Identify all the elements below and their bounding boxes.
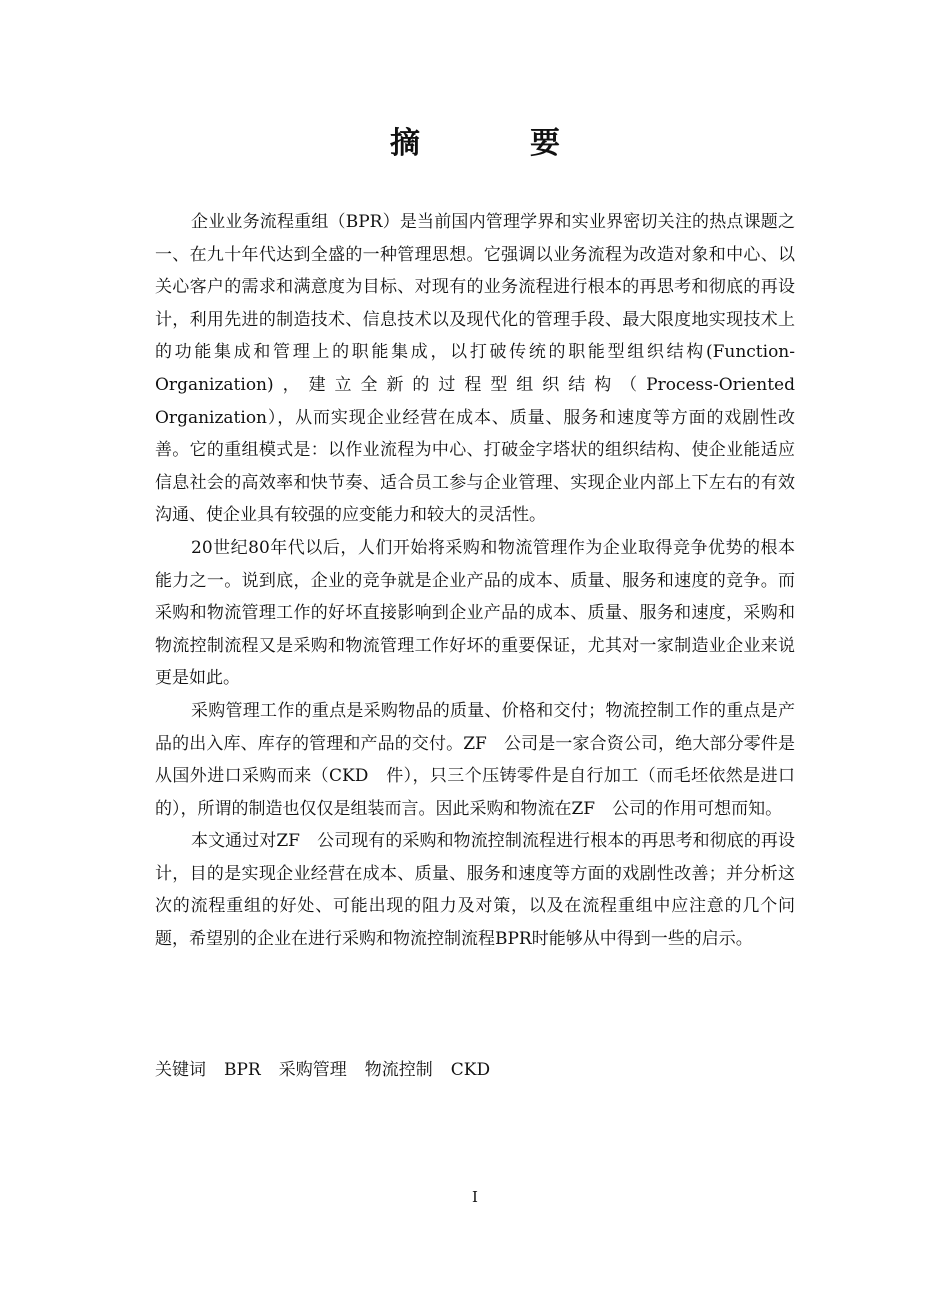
keyword-item: CKD: [450, 1060, 491, 1080]
keyword-item: 采购管理: [278, 1060, 347, 1080]
keyword-item: 物流控制: [364, 1060, 433, 1080]
page-title: 摘 要: [390, 126, 600, 161]
keywords-line: [155, 1056, 795, 1084]
abstract-paragraph-2: 20世纪80年代以后，人们开始将采购和物流管理作为企业取得竞争优势的根本能力之一。说到底，企业的竞争就是企业产品的成本、质量、服务和速度的竞争。而采购和物流管理工作的好坏直接影响到企业产品的成本、质量、服务和速度，采购和物流控制流程又是采购和物流管理工作好坏的重要保证，尤其对一家制造业企业来说更是如此。: [155, 537, 795, 689]
page-number: I: [472, 1188, 478, 1206]
abstract-paragraph-4: 本文通过对ZF 公司现有的采购和物流控制流程进行根本的再思考和彻底的再设计，目的是实现企业经营在成本、质量、服务和速度等方面的戏剧性改善；并分析这次的流程重组的好处、可能出现的阻力及对策，以及在流程重组中应注意的几个问题，希望别的企业在进行采购和物流控制流程BPR时能够从中得到一些的启示。: [155, 831, 795, 950]
abstract-paragraph-1: 企业业务流程重组（BPR）是当前国内管理学界和实业界密切关注的热点课题之一、在九十年代达到全盛的一种管理思想。它强调以业务流程为改造对象和中心、以关心客户的需求和满意度为目标、对现有的业务流程进行根本的再思考和彻底的再设计，利用先进的制造技术、信息技术以及现代化的管理手段、最大限度地实现技术上的功能集成和管理上的职能集成，以打破传统的职能型组织结构(Function-Organization)，建立全新的过程型组织结构（Process-Oriented Organization），从而实现企业经营在成本、质量、服务和速度等方面的戏剧性改善。它的重组模式是：以作业流程为中心、打破金字塔状的组织结构、使企业能适应信息社会的高效率和快节奏、适合员工参与企业管理、实现企业内部上下左右的有效沟通、使企业具有较强的应变能力和较大的灵活性。: [155, 212, 795, 526]
abstract-paragraph-3: 采购管理工作的重点是采购物品的质量、价格和交付；物流控制工作的重点是产品的出入库、库存的管理和产品的交付。ZF 公司是一家合资公司，绝大部分零件是从国外进口采购而来（CKD 件），只三个压铸零件是自行加工（而毛坯依然是进口的），所谓的制造也仅仅是组装而言。因此采购和物流在ZF 公司的作用可想而知。: [155, 700, 795, 819]
abstract-body: [155, 206, 795, 956]
keywords-label: 关键词: [155, 1060, 206, 1080]
keyword-item: BPR: [224, 1060, 261, 1080]
